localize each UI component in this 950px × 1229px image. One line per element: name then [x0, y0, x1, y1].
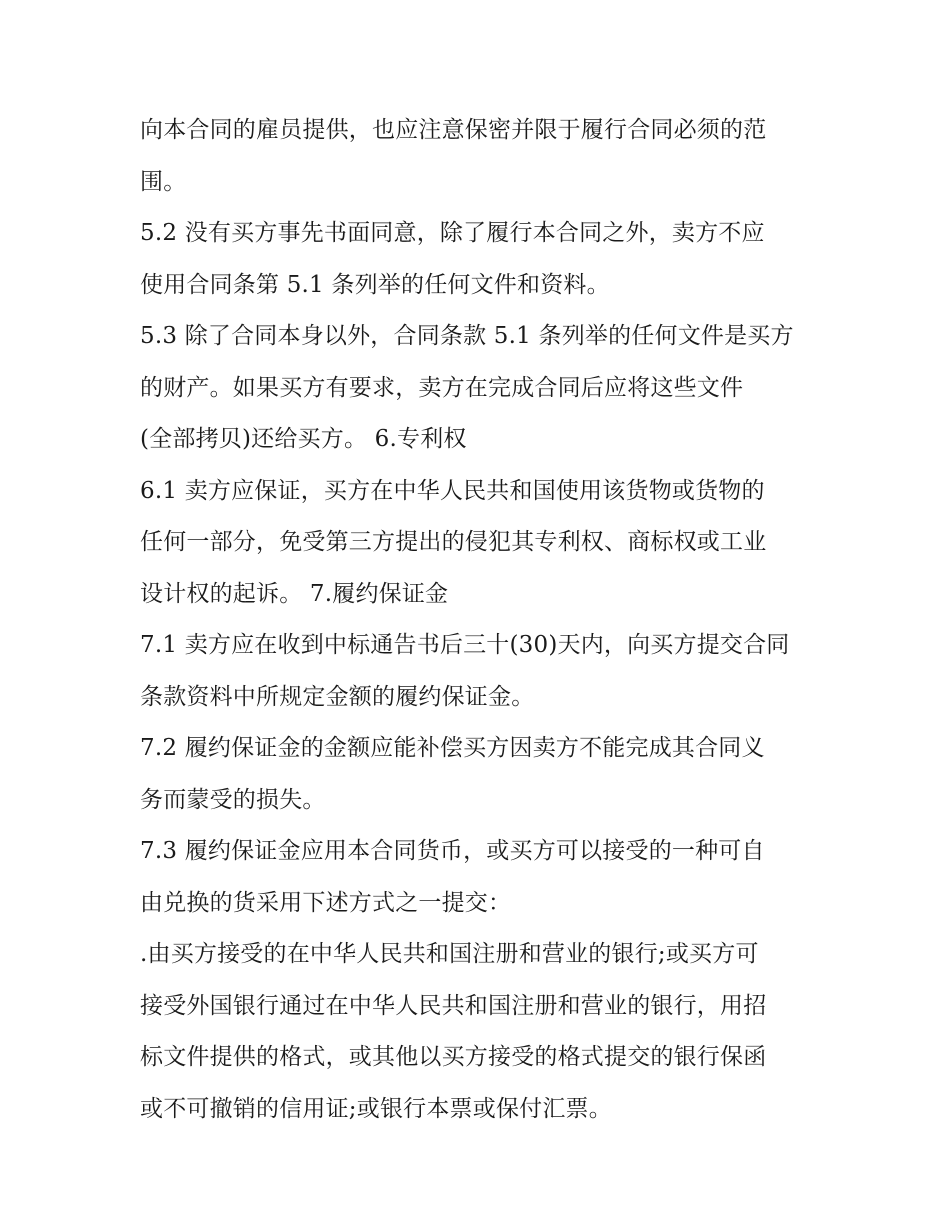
text-line-2: 围。	[140, 168, 187, 195]
text-line-18: 接受外国银行通过在中华人民共和国注册和营业的银行，用招	[140, 992, 767, 1019]
text-line-13: 7.2 履约保证金的金额应能补偿买方因卖方不能完成其合同义	[140, 735, 765, 761]
text-line-5: 5.3 除了合同本身以外，合同条款 5.1 条列举的任何文件是买方	[140, 323, 794, 349]
text-line-3: 5.2 没有买方事先书面同意，除了履行本合同之外，卖方不应	[140, 220, 765, 246]
text-line-4: 使用合同条第 5.1 条列举的任何文件和资料。	[140, 271, 610, 298]
text-line-1: 向本合同的雇员提供，也应注意保密并限于履行合同必须的范	[140, 117, 767, 143]
text-line-9: 任何一部分，免受第三方提出的侵犯其专利权、商标权或工业	[140, 529, 767, 555]
text-line-15: 7.3 履约保证金应用本合同货币，或买方可以接受的一种可自	[140, 838, 765, 864]
text-line-11: 7.1 卖方应在收到中标通告书后三十(30)天内，向买方提交合同	[140, 632, 790, 658]
text-line-12: 条款资料中所规定金额的履约保证金。	[140, 683, 535, 710]
text-line-10: 设计权的起诉。 7.履约保证金	[140, 580, 449, 607]
text-line-6: 的财产。如果买方有要求，卖方在完成合同后应将这些文件	[140, 374, 744, 401]
text-line-17: .由买方接受的在中华人民共和国注册和营业的银行;或买方可	[140, 941, 759, 967]
text-line-8: 6.1 卖方应保证，买方在中华人民共和国使用该货物或货物的	[140, 477, 765, 504]
text-line-16: 由兑换的货采用下述方式之一提交：	[140, 889, 512, 916]
text-line-7: (全部拷贝)还给买方。 6.专利权	[140, 426, 467, 452]
text-line-14: 务而蒙受的损失。	[140, 786, 326, 813]
text-line-19: 标文件提供的格式，或其他以买方接受的格式提交的银行保函	[140, 1044, 767, 1070]
text-line-20: 或不可撤销的信用证;或银行本票或保付汇票。	[140, 1095, 612, 1122]
contract-text-body	[140, 105, 830, 1135]
